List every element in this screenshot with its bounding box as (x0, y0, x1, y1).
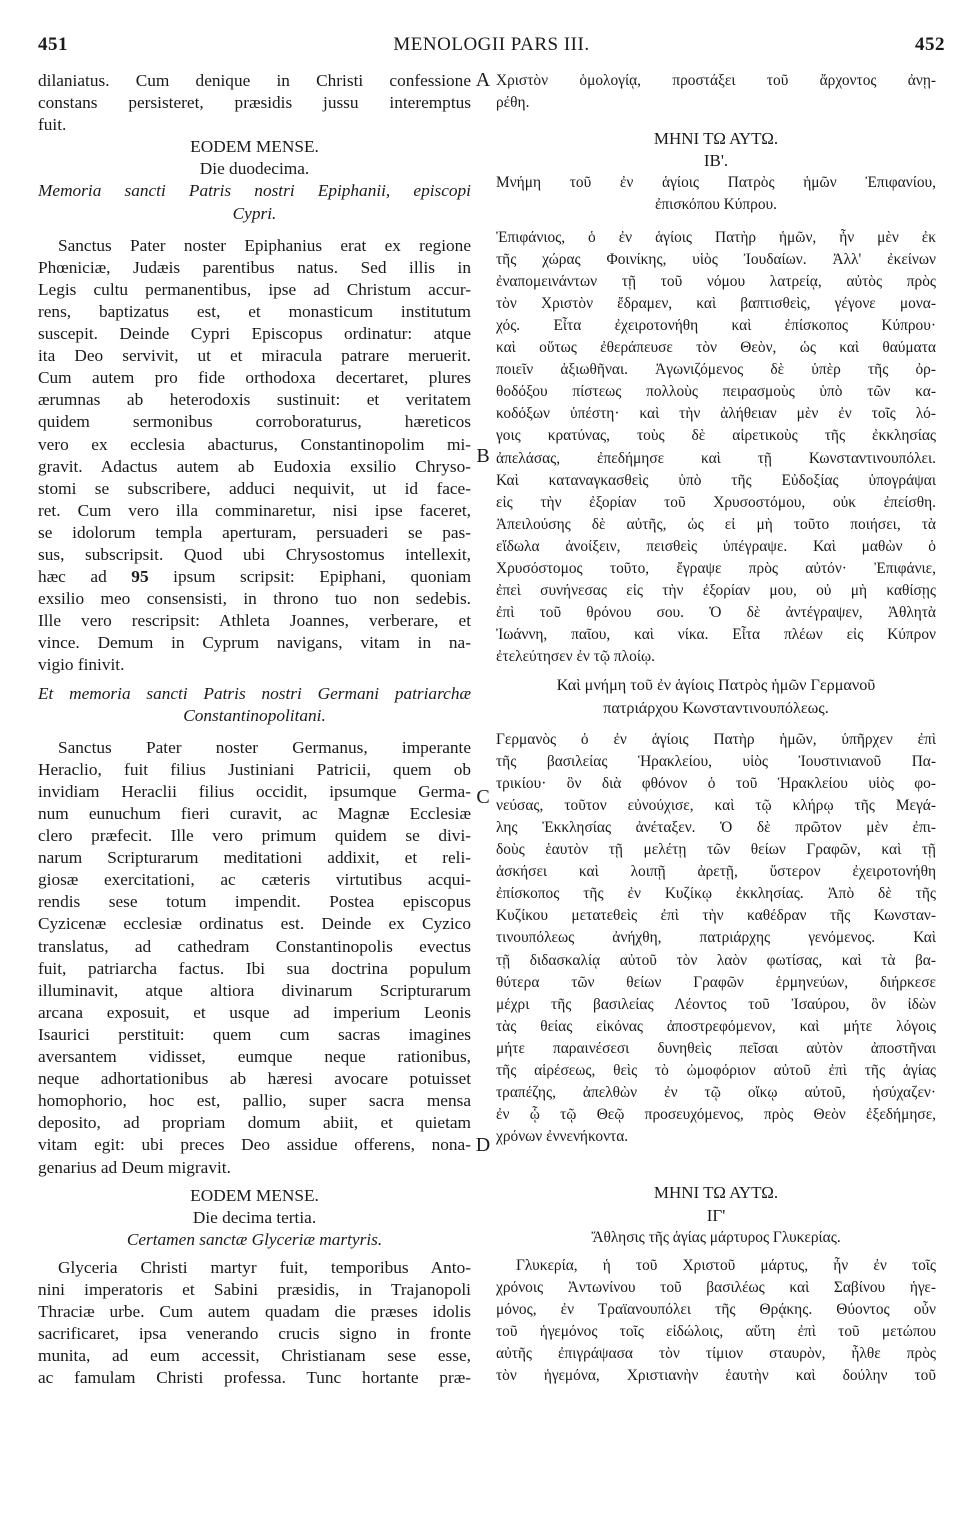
text-line: Sanctus Pater noster Epiphanius erat ex regione (58, 235, 471, 255)
text-line: Sanctus Pater noster Germanus, imperante (58, 737, 471, 757)
text-line: θοδόξου πίστεως πολλοὺς πειρασμοὺς ὑπὸ τῶν κα- (496, 383, 936, 401)
text-line: Χρυσόστομος τοῦτο, ἔγραψε πρὸς αὐτόν· Ἐπιφάνιε, (496, 559, 936, 577)
section-title: Certamen sanctæ Glyceriæ martyris. (126, 1229, 383, 1249)
text-line: homophorio, hoc est, pallio, super sacra mensa (38, 1091, 471, 1111)
text-line: ἐναπομεινάντων τῇ τοῦ νόμου λατρείᾳ, αὐτὸς πρὸς (496, 272, 936, 290)
text-line: γοις κρατύνας, τοὺς δὲ αἱρετικοὺς τῆς ἐκκλησίας (496, 427, 936, 445)
running-head (38, 34, 945, 58)
text-line: καὶ οὕτως ἐθεράπευσε τὸν Θεὸν, ὡς καὶ θαύματα (496, 339, 936, 357)
text-line: vitam egit: ubi preces Deo assidue offerens, nona- (38, 1135, 471, 1155)
section-title-cont: ἐπισκόπου Κύπρου. (654, 196, 778, 214)
text-line: εἰς τὴν ἐξορίαν τοῦ Χρυσοστόμου, οὐκ ἐπείσθη. (496, 493, 936, 511)
text-line: Ἰωάννη, παῖου, καὶ νίκα. Εἶτα πλέων εἰς Κύπρον (496, 626, 936, 644)
text-line: Χριστὸν ὁμολογίᾳ, προστάξει τοῦ ἄρχοντος ἀνῃ- (496, 72, 936, 89)
text-line: dilaniatus. Cum denique in Christi confessione (38, 71, 471, 90)
text-line: Thraciæ urbe. Cum autem quadam die præses idolis (38, 1302, 471, 1322)
text-line: δοὺς ἑαυτὸν τῇ μελέτῃ τῶν θείων Γραφῶν, καὶ τῇ (496, 841, 936, 859)
text-line: τῇ διδασκαλίᾳ αὐτοῦ τὸν λαὸν φωτίσας, καὶ τὰ βα- (496, 951, 936, 969)
text-line: ita Deo servivit, ut et miracula patrare meruerit. (38, 346, 471, 366)
text-line: ret. Cum vero illa comminaretur, nisi ipse faceret, (38, 500, 471, 520)
text-line: ἐν ᾧ τῷ Θεῷ προσευχόμενος, πρὸς Θεὸν ἐξεδήμησε, (496, 1106, 936, 1124)
text-line: stomi se subscribere, adduci nequivit, ut id face- (38, 478, 471, 498)
text-line: sacrificaret, ipsa venerando crucis signo in fronte (38, 1324, 471, 1344)
text-line: τῆς αἱρέσεως, θεὶς τὸ ὠμοφόριον αὐτοῦ ἐπὶ τῆς ἁγίας (496, 1062, 936, 1080)
text-line: se idolorum templa aperturam, persuaderi se pas- (38, 522, 471, 542)
text-line: deposito, ad propriam domum abiit, et quietam (38, 1113, 471, 1133)
text-line: ærumnas ab heterodoxis sustinuit: et veritatem (38, 390, 471, 410)
text-line: ac famulam Christi professa. Tunc hortante præ- (38, 1368, 471, 1388)
text-line: τινουπόλεως ἀνήχθη, πατριάρχης γενόμενος. Καὶ (496, 929, 936, 947)
text-line: ἀσκήσει καὶ λοιπῇ ἀρετῇ, ὕστερον ἐχειροτονήθη (496, 863, 936, 881)
text-line: τῆς χώρας Φοινίκης, υἱὸς Ἰουδαίων. Ἀλλ' ἐκείνων (496, 250, 936, 268)
latin-column (38, 70, 471, 1389)
text-line: fuit, patriarcha factus. Ibi sua doctrina populum (38, 958, 471, 978)
text-segment: ipsum scripsit: Epiphani, quoniam (173, 567, 471, 587)
text-line: μέχρι τῆς βασιλείας Λέοντος τοῦ Ἰσαύρου, ὃν ἰδὼν (496, 995, 936, 1013)
text-line: nini imperatoris et Sabini præsidis, in Trajanopoli (38, 1279, 471, 1299)
text-line-95 (38, 566, 471, 588)
text-line: ἀπελάσας, ἐπεδήμησε καὶ τῇ Κωνσταντινουπόλει. (496, 449, 936, 467)
text-line: quidem sermonibus corroboraturus, hæreticos (38, 412, 471, 432)
section-title-cont: Constantinopolitani. (183, 705, 326, 725)
section-day: ΙΓ' (706, 1205, 726, 1225)
text-line: τοῦ ἡγεμόνος τοῖς εἰδώλοις, αὕτη ἐπὶ τοῦ μετώπου (496, 1322, 936, 1340)
text-line: Γερμανὸς ὁ ἐν ἁγίοις Πατὴρ ἡμῶν, ὑπῆρχεν ἐπὶ (496, 730, 936, 748)
text-segment: hæc ad (38, 567, 107, 587)
section-heading: EODEM MENSE. (190, 1185, 319, 1205)
text-line: genarius ad Deum migravit. (38, 1157, 231, 1177)
text-line: μόνος, ἐν Τραϊανουπόλει τῆς Θρᾴκης. Θύοντος οὖν (496, 1300, 936, 1318)
text-line: vigio finivit. (38, 655, 125, 675)
text-line: τὸν ἡγεμόνα, Χριστιανὴν ἑαυτὴν καὶ δούλην τοῦ (496, 1367, 936, 1385)
text-line: exsilio meo consensisti, in throno tuo non sedebis. (38, 589, 471, 609)
page-number-left: 451 (38, 34, 68, 55)
text-line: χρόνων ἐννενήκοντα. (496, 1128, 629, 1146)
text-line: Ἐπιφάνιος, ὁ ἐν ἁγίοις Πατὴρ ἡμῶν, ἦν μὲν ἐκ (496, 228, 936, 246)
text-line: ἐπὶ τοῦ θρόνου σου. Ὁ δὲ ἀντέγραψεν, Ἀθλητὰ (496, 604, 936, 622)
text-line: Isaurici perstituit: quem cum sacras imagines (38, 1024, 471, 1044)
text-line: Glyceria Christi martyr fuit, temporibus Anto- (58, 1257, 471, 1277)
section-title: Memoria sancti Patris nostri Epiphanii, episcopi (38, 181, 471, 201)
margin-letter-b: B (476, 445, 490, 467)
text-line: narum Scripturarum meditationi addixit, et reli- (38, 848, 471, 868)
text-line: giosæ exercitationi, ac cæteris virtutibus acqui- (38, 870, 471, 890)
text-line: ἐπίσκοπος τῆς ἐν Κυζίκῳ ἐκκλησίας. Ἀπὸ δὲ τῆς (496, 885, 936, 903)
text-line: Ἀπειλούσης δὲ αὐτῆς, ὡς εἰ μὴ τοῦτο ποιήσει, τὰ (496, 515, 936, 533)
text-line: sus, subscripsit. Quod ubi Chrysostomus intellexit, (38, 544, 471, 564)
text-line: μήτε παραινέσεσι δυνηθεὶς πεῖσαι αὐτὸν ἀποστῆναι (496, 1039, 936, 1057)
section-day: ΙΒ'. (703, 151, 729, 171)
section-day: Die duodecima. (199, 159, 310, 179)
text-line: clero præfecit. Ille vero primum quidem se divi- (38, 826, 471, 846)
text-line: Καὶ καταναγκασθεὶς ὑπὸ τῆς Εὐδοξίας ὑπογράψαι (496, 471, 936, 489)
text-line: ρέθη. (496, 94, 530, 112)
section-title-cont: Cypri. (232, 203, 277, 223)
text-line: invidiam Heraclii filius occidit, ipsumque Germa- (38, 781, 471, 801)
section-heading: ΜΗΝΙ ΤΩ ΑΥΤΩ. (653, 129, 779, 149)
section-title: Ἄθλησις τῆς ἁγίας μάρτυρος Γλυκερίας. (591, 1228, 841, 1246)
text-line: vero ex ecclesia abacturus, Constantinopolim mi- (38, 434, 471, 454)
folio-marker: 95 (131, 567, 149, 587)
greek-column (496, 70, 936, 1387)
margin-letter-a: A (475, 69, 491, 91)
text-line: Cyzicenæ ecclesiæ ordinatus est. Deinde ex Cyzico (38, 914, 471, 934)
text-line: τῆς βασιλείας Ἡρακλείου, υἱὸς Ἰουστινιανοῦ Πα- (496, 752, 936, 770)
text-line: τὰς θείας εἰκόνας ἀποστρεφόμενον, καὶ μήτε λόγοις (496, 1017, 936, 1035)
section-day: Die decima tertia. (192, 1207, 317, 1227)
text-line: τραπέζης, ἀπελθὼν ἐν τῷ οἴκῳ αὐτοῦ, ἡσύχαζεν· (496, 1084, 936, 1102)
text-line: munita, ad eum accessit, Christianam sese esse, (38, 1346, 471, 1366)
text-line: εἴδωλα ἀνοίξειν, πεισθεὶς ὑπέγραψε. Καὶ μαθὼν ὁ (496, 537, 936, 555)
text-line: ἐπεὶ συνήνεσας εἰς τὴν ἐξορίαν μου, οὐ μὴ καθίσῃς (496, 582, 936, 600)
section-heading: EODEM MENSE. (190, 137, 319, 157)
text-line: rens, baptizatus est, et monasticum institutum (38, 301, 471, 321)
text-line: arcana exposuit, et usque ad imperium Leonis (38, 1002, 471, 1022)
text-line: num eunuchum fieri curavit, ac Magnæ Ecclesiæ (38, 804, 471, 823)
text-line: translatus, ad cathedram Constantinopolis evectus (38, 936, 471, 956)
running-title: MENOLOGII PARS III. (393, 34, 590, 55)
text-line: ἐτελεύτησεν ἐν τῷ πλοίῳ. (496, 648, 655, 666)
text-line: Phœniciæ, Judæis parentibus natus. Sed illis in (38, 257, 471, 277)
text-line: Cum autem pro fide orthodoxa decertaret, plures (38, 368, 471, 388)
section-title-cont: πατριάρχου Κωνσταντινουπόλεως. (603, 698, 829, 717)
text-line: Heraclio, fuit filius Justiniani Patricii, quem ob (38, 759, 471, 779)
text-line: αὐτῆς ἐπιγράψασα τὸν τίμιον σταυρὸν, ἦλθε πρὸς (496, 1345, 936, 1363)
text-line: constans persisteret, præsidis jussu interemptus (38, 93, 471, 113)
text-line: neque adhortationibus ab hæresi avocare potuisset (38, 1069, 471, 1089)
margin-letter-d: D (475, 1134, 491, 1156)
text-line: Ille vero rescripsit: Athleta Joannes, verberare, et (38, 611, 471, 631)
text-line: λης Ἐκκλησίας ἀνέταξεν. Ὁ δὲ πρῶτον μὲν ἐπι- (496, 819, 936, 836)
text-line: suscepit. Deinde Cypri Episcopus ordinatur: atque (38, 324, 471, 344)
text-line: χός. Εἶτα ἐχειροτονήθη καὶ ἐπίσκοπος Κύπρου· (496, 316, 936, 334)
text-line: illuminavit, atque altiora divinarum Scripturarum (38, 980, 471, 1000)
section-heading: ΜΗΝΙ ΤΩ ΑΥΤΩ. (653, 1183, 779, 1203)
text-line: aversantem vidisset, eumque neque rationibus, (38, 1047, 471, 1067)
margin-letter-c: C (476, 786, 490, 808)
text-line: χρόνοις Ἀντωνίνου τοῦ βασιλέως καὶ Σαβίνου ἡγε- (496, 1278, 936, 1296)
text-line: Γλυκερία, ἡ τοῦ Χριστοῦ μάρτυς, ἦν ἐν τοῖς (516, 1256, 936, 1274)
text-line: gravit. Adactus autem ab Eudoxia exsilio Chryso- (38, 456, 471, 476)
text-line: θύτερα τῶν θείων Γραφῶν ἑρμηνεύων, διήρκεσε (496, 973, 936, 991)
text-line: Legis cultu permanentibus, ipse ad Christum accur- (38, 279, 471, 299)
text-line: νεύσας, τοῦτον εὐνούχισε, καὶ τῷ κλήρῳ τῆς Μεγά- (496, 796, 936, 814)
page-number-right: 452 (915, 34, 945, 55)
text-line: Κυζίκου μετατεθεὶς ἐπὶ τὴν καθέδραν τῆς Κωνσταν- (496, 907, 936, 925)
section-title: Μνήμη τοῦ ἐν ἁγίοις Πατρὸς ἡμῶν Ἐπιφανίου, (496, 174, 936, 192)
text-line: τὸν Χριστὸν ἔδραμεν, καὶ βαπτισθεὶς, γέγονε μονα- (496, 294, 936, 312)
text-line: fuit. (38, 115, 67, 135)
section-title: Et memoria sancti Patris nostri Germani patriarchæ (38, 683, 471, 703)
text-line: ποιεῖν ἀξιωθῆναι. Ἀγωνιζόμενος δὲ ὑπὲρ τῆς ὀρ- (496, 361, 936, 379)
text-line: vince. Demum in Cyprum navigans, vitam in na- (38, 633, 471, 653)
text-line: κοδόξων ὑπέστη· καὶ τὴν ἀλήθειαν μὲν ἐν τοῖς λό- (496, 405, 936, 423)
text-line: τρικίου· ὃν διὰ φθόνον ὁ τοῦ Ἡρακλείου υἱὸς φο- (496, 774, 936, 792)
text-line: rendis sese totum impendit. Postea episcopus (38, 892, 471, 912)
section-title: Καὶ μνήμη τοῦ ἐν ἁγίοις Πατρὸς ἡμῶν Γερμανοῦ (556, 676, 876, 695)
